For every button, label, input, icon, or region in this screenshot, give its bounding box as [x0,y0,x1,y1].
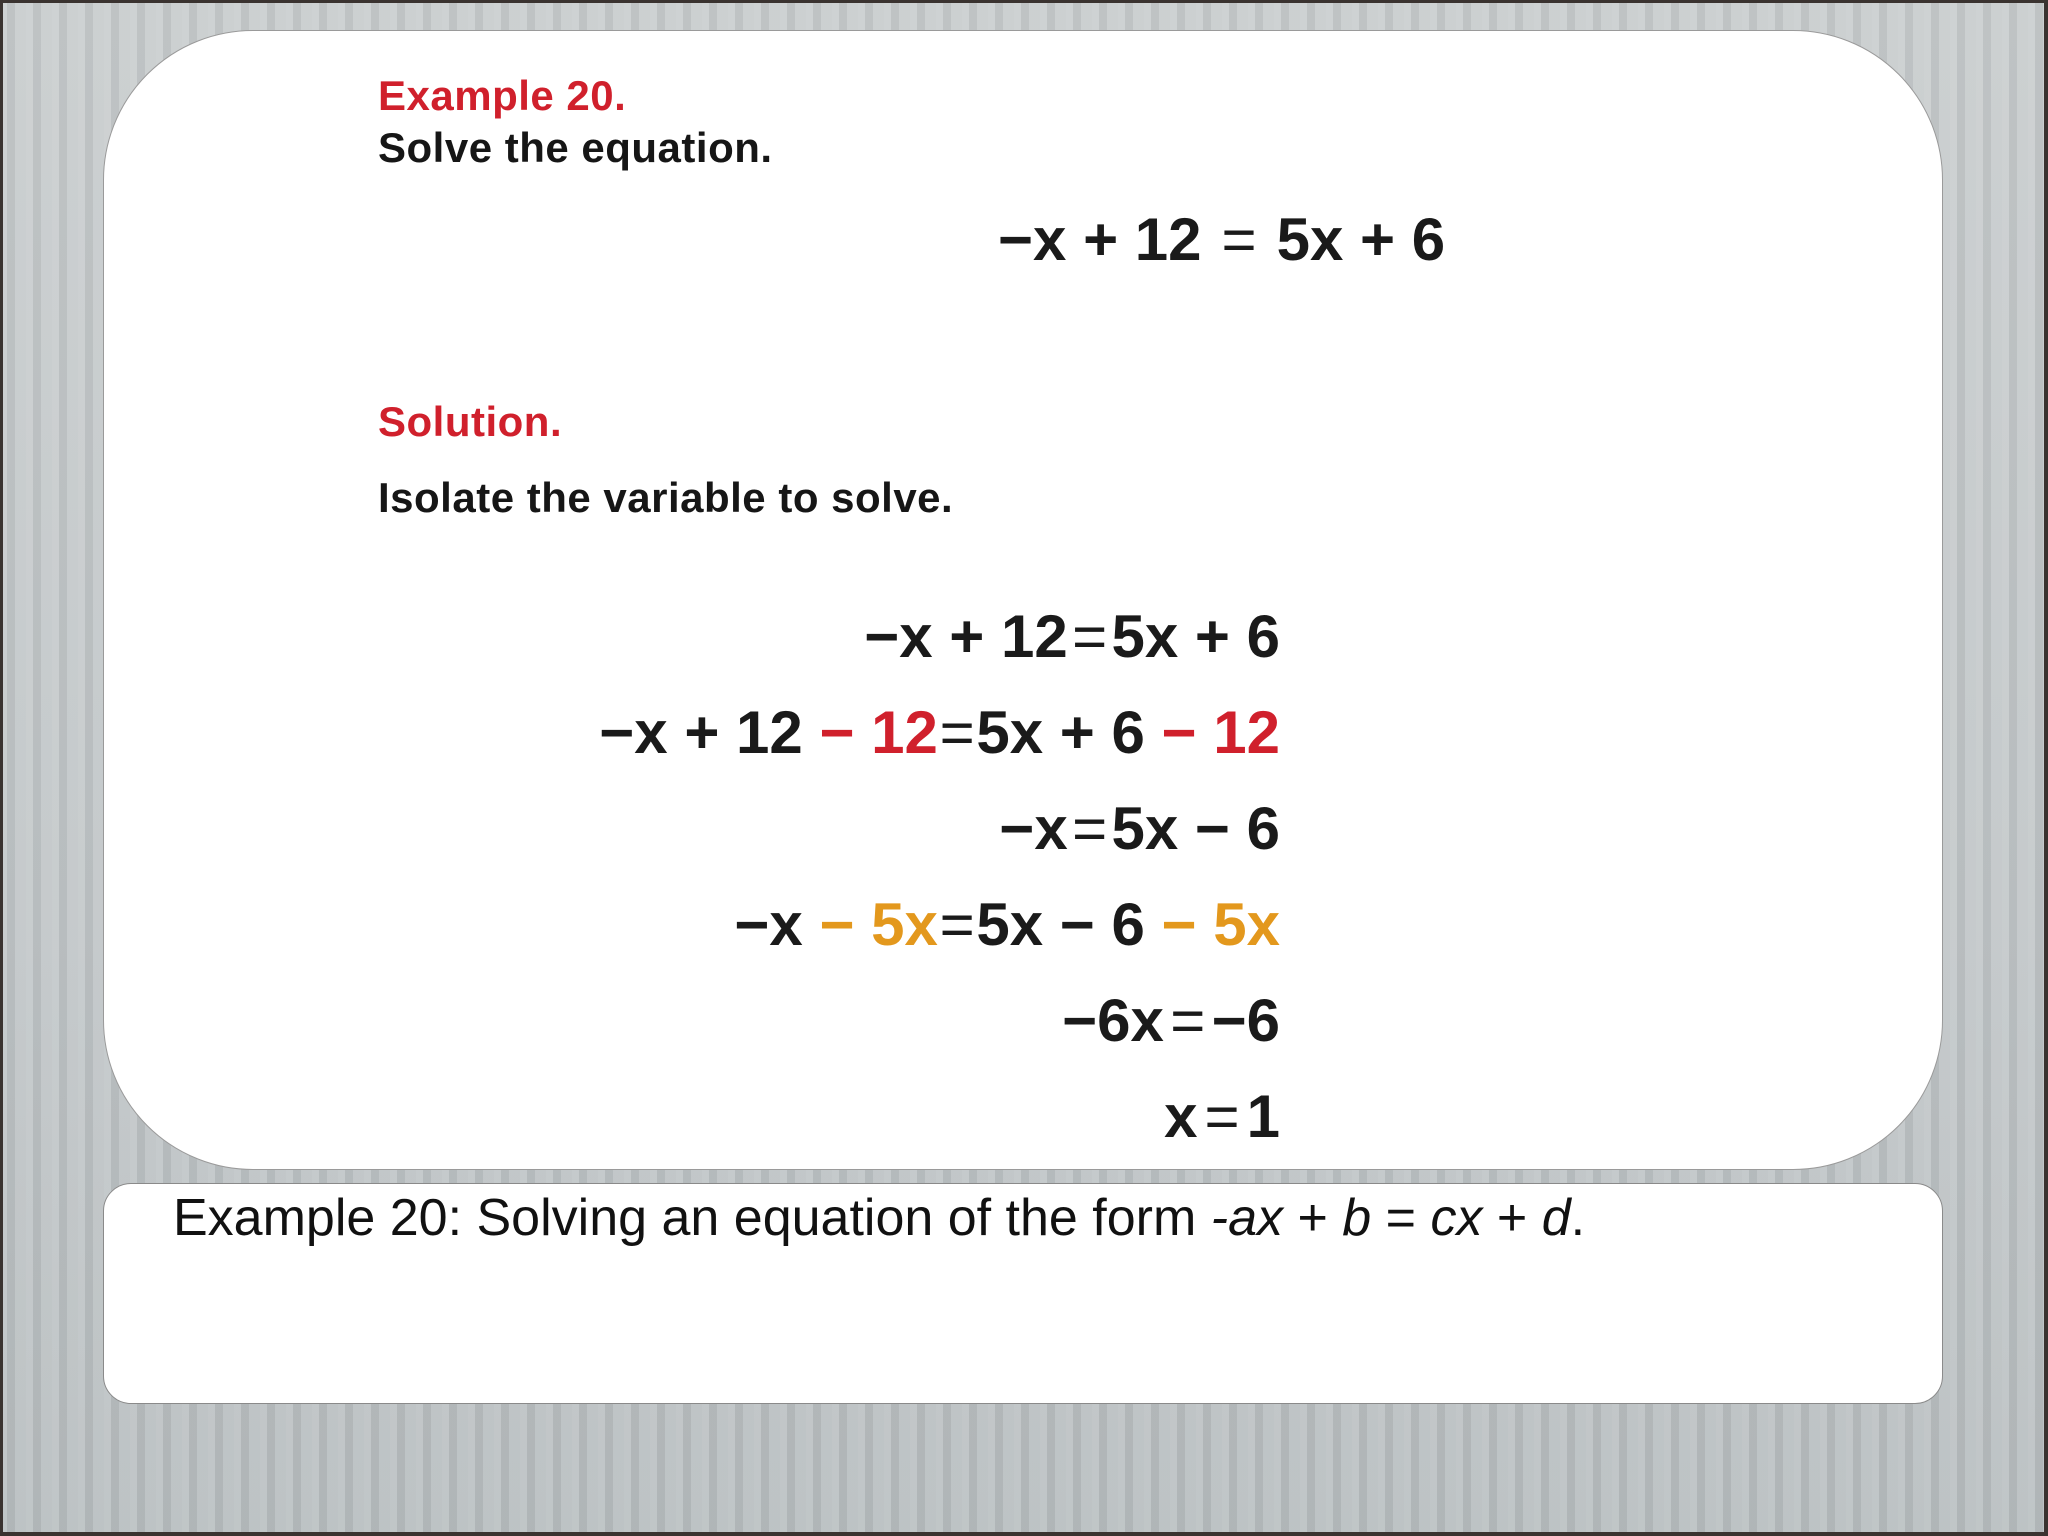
example-title: Example 20. [378,72,627,119]
step-row [0,602,1280,671]
equals-sign: = [1170,987,1206,1054]
equals-sign: = [1204,1083,1240,1150]
subtracted-term: − 5x [802,891,938,958]
step-lhs: −x − 5x [734,891,938,958]
step-rhs: −6 [1211,987,1280,1054]
problem-rhs: 5x + 6 [1276,206,1446,273]
problem-prompt: Solve the equation. [378,124,773,171]
equals-sign: = [939,891,975,958]
step-rhs: 5x − 6 − 5x [976,891,1280,958]
step-lhs: −6x [1062,987,1164,1054]
problem-lhs: −x + 12 [998,206,1202,273]
subtracted-term: − 12 [1144,699,1280,766]
subtracted-term: − 12 [802,699,938,766]
step-row [0,698,1280,767]
step-row [0,986,1280,1055]
equals-sign: = [1072,603,1108,670]
slide-caption: Example 20: Solving an equation of the form -ax + b = cx + d. [173,1189,1586,1247]
step-rhs: 5x + 6 − 12 [976,699,1280,766]
equals-sign: = [939,699,975,766]
step-lhs: −x + 12 − 12 [599,699,938,766]
step-lhs: −x + 12 [864,603,1068,670]
step-rhs: 5x − 6 [1111,795,1280,862]
step-rhs: 5x + 6 [1111,603,1280,670]
step-row [0,1082,1280,1151]
step-lhs: x [1164,1083,1198,1150]
equals-sign: = [1072,795,1108,862]
step-row [0,890,1280,959]
step-row [0,794,1280,863]
step-rhs: 1 [1246,1083,1280,1150]
equals-sign: = [1221,206,1257,273]
subtracted-term: − 5x [1144,891,1280,958]
problem-equation [998,205,1445,274]
step-lhs: −x [999,795,1068,862]
solution-instruction: Isolate the variable to solve. [378,474,954,521]
solution-title: Solution. [378,398,563,445]
